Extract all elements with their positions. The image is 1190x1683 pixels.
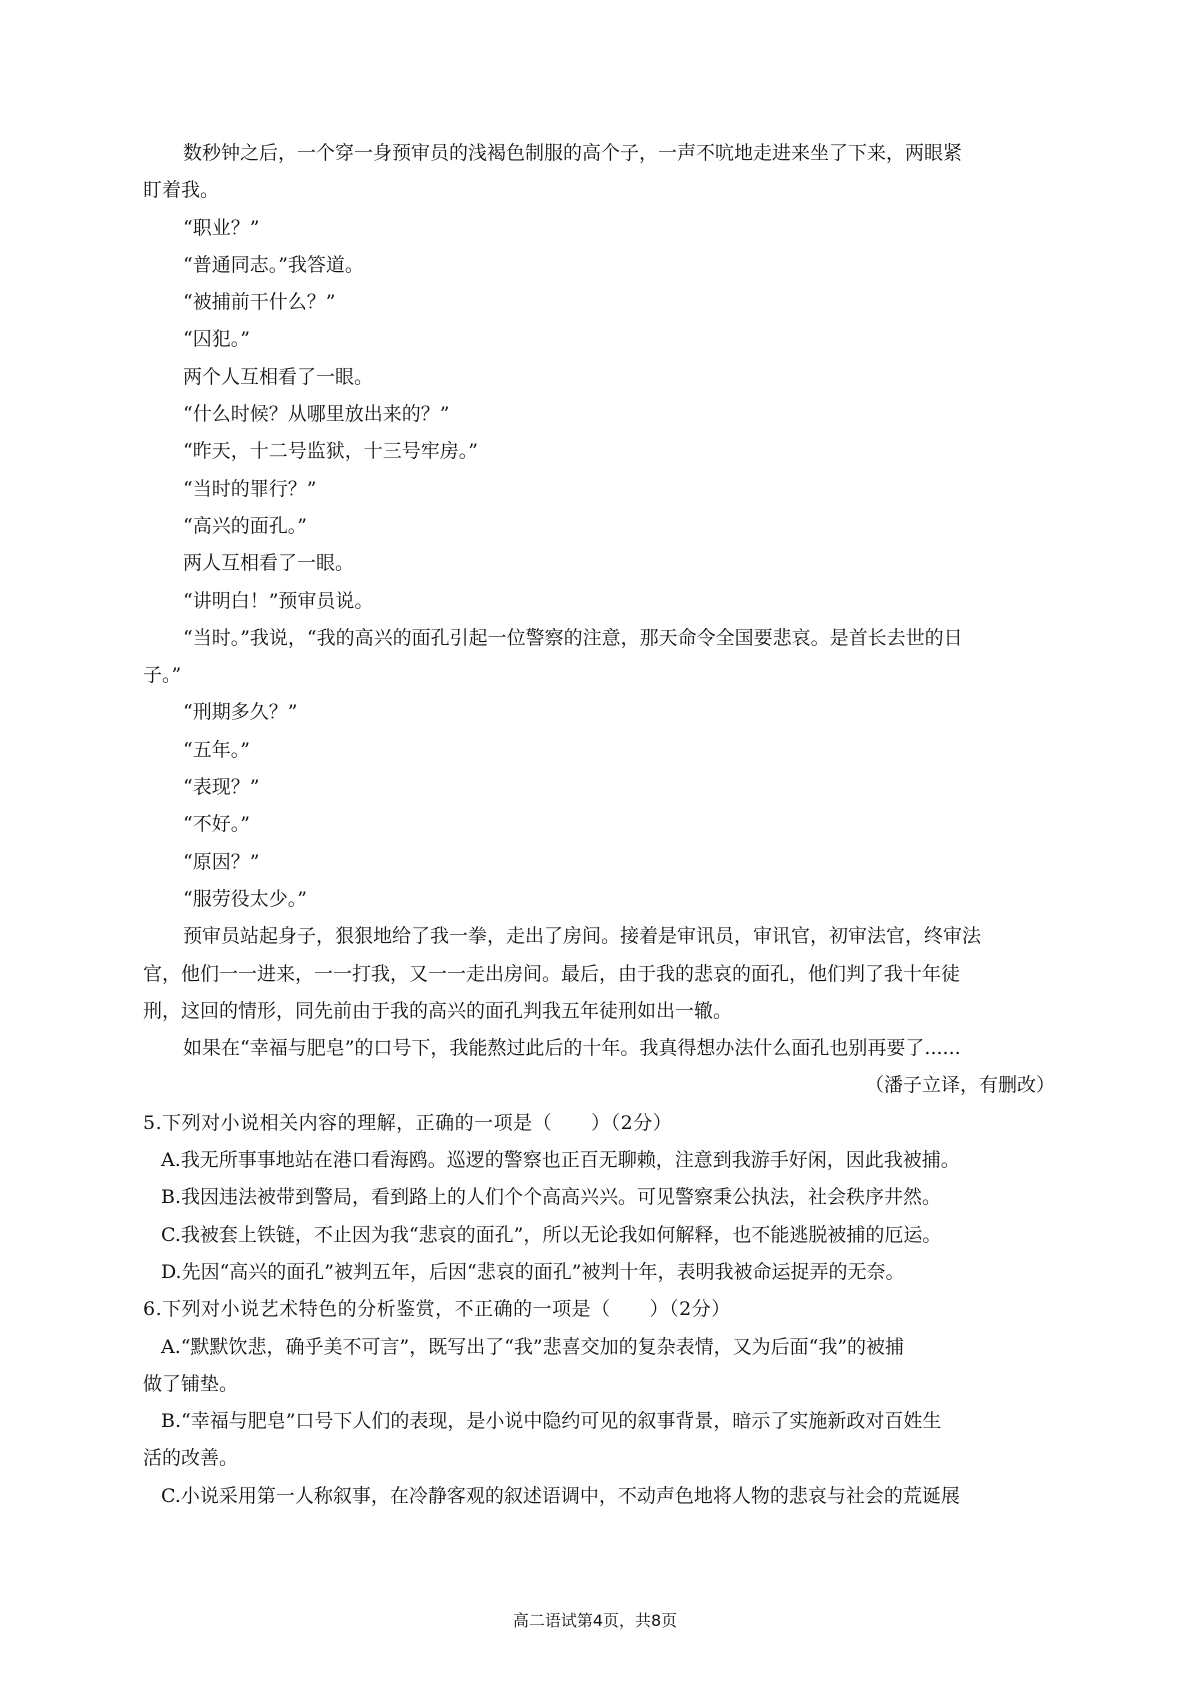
question-5-option-b: B.我因违法被带到警局，看到路上的人们个个高高兴兴。可见警察秉公执法，社会秩序井然。 bbox=[161, 1186, 942, 1209]
passage-line: “服劳役太少。” bbox=[183, 887, 307, 910]
passage-line: 数秒钟之后，一个穿一身预审员的浅褐色制服的高个子，一声不吭地走进来坐了下来，两眼紧 bbox=[183, 142, 963, 164]
story-passage bbox=[143, 135, 1063, 1067]
passage-line: “高兴的面孔。” bbox=[183, 514, 307, 537]
question-5-option-c: C.我被套上铁链，不止因为我“悲哀的面孔”，所以无论我如何解释，也不能逃脱被捕的厄运。 bbox=[161, 1223, 942, 1246]
question-5 bbox=[143, 1105, 1063, 1291]
passage-line: 官，他们一一进来，一一打我，又一一走出房间。最后，由于我的悲哀的面孔，他们判了我十年徒 bbox=[143, 962, 961, 985]
passage-line: 两个人互相看了一眼。 bbox=[183, 365, 374, 388]
passage-line: “什么时候？从哪里放出来的？” bbox=[183, 403, 450, 426]
page-content bbox=[143, 135, 1063, 1515]
page-footer: 高二语试第4页，共8页 bbox=[512, 1611, 678, 1630]
passage-line: “讲明白！”预审员说。 bbox=[183, 589, 374, 612]
passage-line: 如果在“幸福与肥皂”的口号下，我能熬过此后的十年。我真得想办法什么面孔也别再要了...... bbox=[183, 1037, 961, 1060]
source-note: （潘子立译，有删改） bbox=[864, 1074, 1055, 1097]
question-6 bbox=[143, 1291, 1063, 1515]
passage-line: “五年。” bbox=[183, 738, 250, 761]
passage-line: “原因？” bbox=[183, 850, 260, 873]
passage-line: 两人互相看了一眼。 bbox=[183, 552, 355, 575]
passage-line: “当时的罪行？” bbox=[183, 477, 317, 500]
passage-line: 盯着我。 bbox=[143, 179, 220, 202]
question-5-stem: 5.下列对小说相关内容的理解，正确的一项是（ ）（2分） bbox=[143, 1111, 673, 1134]
passage-line: “普通同志。”我答道。 bbox=[183, 253, 364, 276]
passage-line: “刑期多久？” bbox=[183, 701, 298, 724]
passage-line: “被捕前干什么？” bbox=[183, 291, 336, 314]
question-6-option-a-line-2: 做了铺垫。 bbox=[143, 1372, 239, 1395]
question-6-option-b-line-1: B.“幸福与肥皂”口号下人们的表现，是小说中隐约可见的叙事背景，暗示了实施新政对百姓生 bbox=[161, 1410, 942, 1433]
question-5-option-a: A.我无所事事地站在港口看海鸥。巡逻的警察也正百无聊赖，注意到我游手好闲，因此我被捕。 bbox=[161, 1149, 960, 1172]
passage-line: “当时。”我说，“我的高兴的面孔引起一位警察的注意，那天命令全国要悲哀。是首长去世的日 bbox=[183, 626, 963, 649]
passage-line: “昨天，十二号监狱，十三号牢房。” bbox=[183, 440, 478, 463]
passage-line: “职业？” bbox=[183, 216, 260, 239]
question-6-option-a-line-1: A.“默默饮悲，确乎美不可言”，既写出了“我”悲喜交加的复杂表情，又为后面“我”的被捕 bbox=[161, 1335, 905, 1358]
passage-line: 预审员站起身子，狠狠地给了我一拳，走出了房间。接着是审讯员，审讯官，初审法官，终审法 bbox=[183, 925, 982, 948]
question-6-option-c-line-1: C.小说采用第一人称叙事，在冷静客观的叙述语调中，不动声色地将人物的悲哀与社会的荒诞展 bbox=[161, 1484, 960, 1507]
question-6-option-b-line-2: 活的改善。 bbox=[143, 1447, 239, 1470]
passage-line: 子。” bbox=[143, 664, 182, 687]
passage-line: “囚犯。” bbox=[183, 328, 250, 351]
passage-line: 刑，这回的情形，同先前由于我的高兴的面孔判我五年徒刑如出一辙。 bbox=[143, 999, 733, 1022]
passage-line: “不好。” bbox=[183, 813, 250, 836]
question-6-stem: 6.下列对小说艺术特色的分析鉴赏，不正确的一项是（ ）（2分） bbox=[143, 1298, 731, 1321]
passage-line: “表现？” bbox=[183, 776, 260, 799]
question-5-option-d: D.先因“高兴的面孔”被判五年，后因“悲哀的面孔”被判十年，表明我被命运捉弄的无奈。 bbox=[161, 1260, 905, 1283]
